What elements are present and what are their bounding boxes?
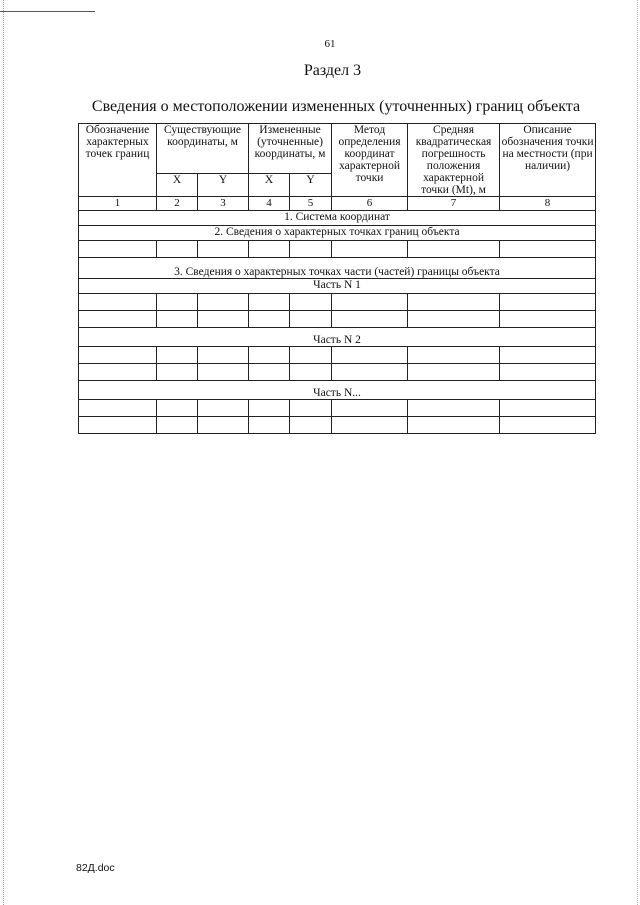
header-mean-error: Средняя квадратическая погрешность положения характерной точки (Mt), м bbox=[408, 124, 500, 197]
column-number: 2 bbox=[157, 197, 198, 211]
part-points-row bbox=[79, 258, 596, 279]
section-title: Раздел 3 bbox=[303, 62, 362, 79]
empty-row bbox=[79, 241, 596, 258]
column-number: 8 bbox=[500, 197, 596, 211]
boundary-points-label: 2. Сведения о характерных точках границ объекта bbox=[79, 226, 596, 241]
header-existing-y: Y bbox=[198, 174, 249, 197]
part-points-label: 3. Сведения о характерных точках части (частей) границы объекта bbox=[79, 258, 596, 279]
header-changed-coords: Измененные (уточненные) координаты, м bbox=[249, 124, 332, 174]
header-changed-y: Y bbox=[290, 174, 332, 197]
empty-row bbox=[79, 311, 596, 328]
part-2-row bbox=[79, 328, 596, 347]
header-row bbox=[79, 124, 596, 174]
header-point-designation: Обозначение характерных точек границ bbox=[79, 124, 157, 197]
column-number: 6 bbox=[332, 197, 408, 211]
column-number: 4 bbox=[249, 197, 290, 211]
part-n-label: Часть N... bbox=[79, 381, 596, 400]
scan-edge-line bbox=[0, 11, 95, 12]
part-1-row bbox=[79, 279, 596, 294]
table-title: Сведения о местоположении измененных (уточненных) границ объекта bbox=[91, 98, 581, 115]
empty-row bbox=[79, 364, 596, 381]
header-changed-x: X bbox=[249, 174, 290, 197]
scan-left-edge bbox=[3, 0, 4, 905]
coordinate-system-label: 1. Система координат bbox=[79, 211, 596, 226]
column-number-row bbox=[79, 197, 596, 211]
column-number: 3 bbox=[198, 197, 249, 211]
file-name-footer: 82Д.doc bbox=[76, 862, 115, 874]
empty-row bbox=[79, 294, 596, 311]
coordinate-system-row bbox=[79, 211, 596, 226]
column-number: 7 bbox=[408, 197, 500, 211]
part-2-label: Часть N 2 bbox=[79, 328, 596, 347]
header-existing-x: X bbox=[157, 174, 198, 197]
page-number: 61 bbox=[324, 38, 336, 50]
column-number: 5 bbox=[290, 197, 332, 211]
empty-row bbox=[79, 400, 596, 417]
part-n-row bbox=[79, 381, 596, 400]
empty-row bbox=[79, 347, 596, 364]
scan-right-edge bbox=[637, 0, 638, 905]
column-number: 1 bbox=[79, 197, 157, 211]
header-method: Метод определения координат характерной точки bbox=[332, 124, 408, 197]
boundary-points-row bbox=[79, 226, 596, 241]
header-existing-coords: Существующие координаты, м bbox=[157, 124, 249, 174]
header-description: Описание обозначения точки на местности (при наличии) bbox=[500, 124, 596, 197]
boundary-table bbox=[78, 123, 596, 434]
part-1-label: Часть N 1 bbox=[79, 279, 596, 294]
empty-row bbox=[79, 417, 596, 434]
